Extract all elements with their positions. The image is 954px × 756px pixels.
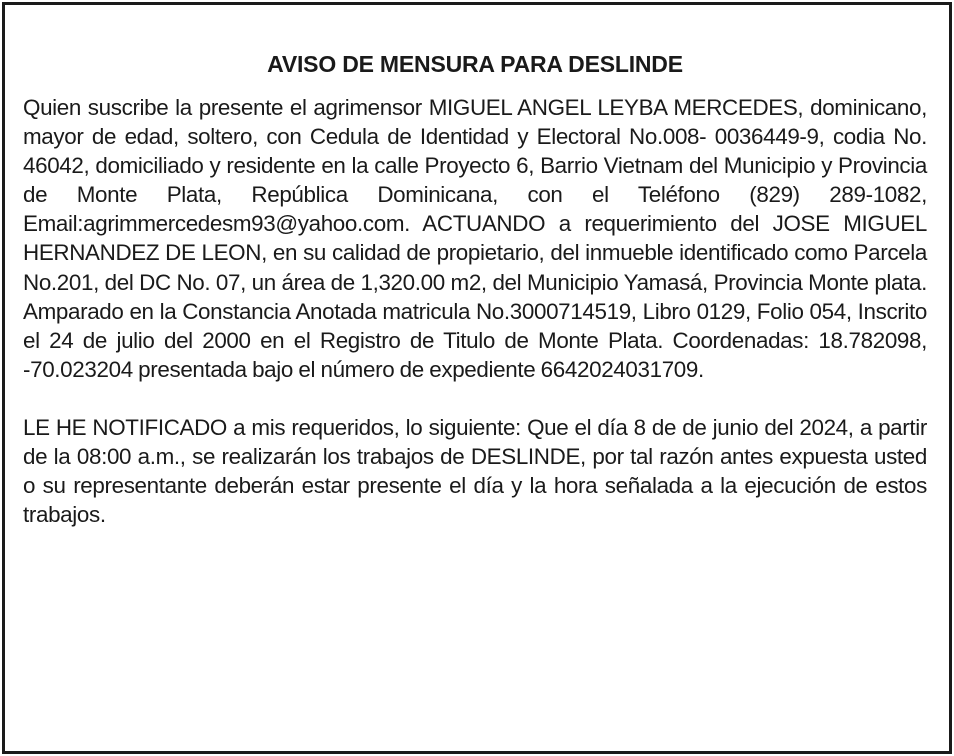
notice-paragraph-requirement: Quien suscribe la presente el agrimensor MIGUEL ANGEL LEYBA MERCEDES, dominicano, mayor de edad, soltero, con Cedula de Identidad y Electoral No.008- 0036449-9, codia No. 46042, domiciliado y residente en la calle Proyecto 6, Barrio Vietnam del Municipio y Provincia de Monte Plata, República Dominicana, con el Teléfono (829) 289-1082, Email:agrimmercedesm93@yahoo.com. ACTUANDO a requerimiento del JOSE MIGUEL HERNANDEZ DE LEON, en su calidad de propietario, del inmueble identificado como Parcela No.201, del DC No. 07, un área de 1,320.00 m2, del Municipio Yamasá, Provincia Monte plata. Amparado en la Constancia Anotada matricula No.3000714519, Libro 0129, Folio 054, Inscrito el 24 de julio del 2000 en el Registro de Titulo de Monte Plata. Coordenadas: 18.782098, -70.023204 presentada bajo el número de expediente 6642024031709. <box>23 95 927 382</box>
notice-paragraph-notification: LE HE NOTIFICADO a mis requeridos, lo siguiente: Que el día 8 de de junio del 2024, a partir de la 08:00 a.m., se realizarán los trabajos de DESLINDE, por tal razón antes expuesta usted o su representante deberán estar presente el día y la hora señalada a la ejecución de estos trabajos. <box>23 414 927 528</box>
notice-body <box>23 49 927 529</box>
notice-border <box>2 2 952 754</box>
notice-title: AVISO DE MENSURA PARA DESLINDE <box>267 51 683 77</box>
